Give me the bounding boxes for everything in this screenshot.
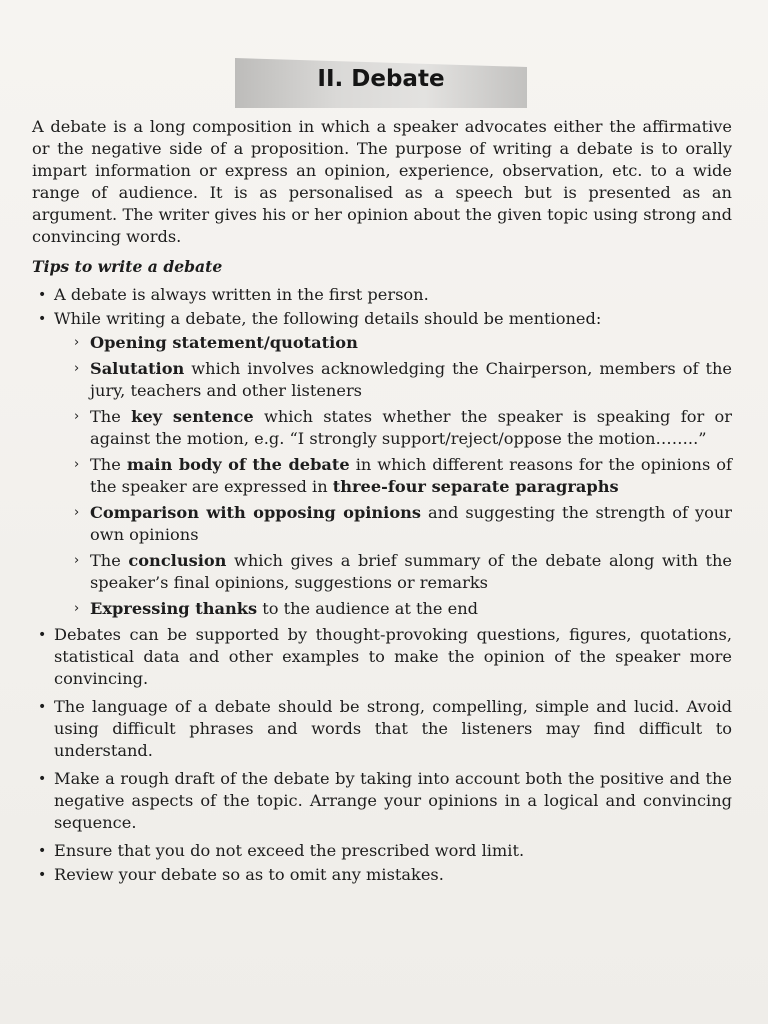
arrow-bullet-icon: › [74,553,80,568]
sub-item-text: The [90,551,129,570]
sub-list-item [54,598,732,620]
sub-list-item [54,358,732,402]
sub-item-bold: three-four separate paragraphs [332,477,619,496]
sub-item-text: which gives a brief summary of the debate along with the speaker’s final opinions, suggestions or remarks [90,551,732,592]
sub-item-text: which involves acknowledging the Chairperson, members of the jury, teachers and other listeners [90,359,732,400]
section-heading: II. Debate [317,66,445,92]
sub-list-item [54,332,732,354]
sub-item-bold: Opening statement/quotation [90,333,358,352]
sub-item-text: and suggesting the strength of your own opinions [90,503,732,544]
list-item-text: Review your debate so as to omit any mistakes. [54,865,444,884]
list-item [32,308,732,620]
arrow-bullet-icon: › [74,601,80,616]
bullet-icon: • [38,311,47,327]
arrow-bullet-icon: › [74,335,80,350]
arrow-bullet-icon: › [74,505,80,520]
list-item [32,840,732,862]
list-item [32,696,732,762]
intro-paragraph: A debate is a long composition in which a speaker advocates either the affirmative or the negative side of a proposition. The purpose of writing a debate is to orally impart information or express an opinion, experience, observation, etc. to a wide range of audience. It is as personalised as a speech but is presented as an argument. The writer gives his or her opinion about the given topic using strong and convincing words. [32,117,732,246]
content-body [32,116,732,888]
bullet-icon: • [38,771,47,787]
section-heading-banner [235,58,527,108]
bullet-icon: • [38,867,47,883]
sub-item-bold: Expressing thanks [90,599,258,618]
sub-item-bold: key sentence [131,407,254,426]
sub-item-text: The [90,455,127,474]
list-item-text: While writing a debate, the following details should be mentioned: [54,309,602,328]
list-item-text: A debate is always written in the first person. [54,285,429,304]
bullet-icon: • [38,843,47,859]
list-item-text: Ensure that you do not exceed the prescribed word limit. [54,841,525,860]
bullet-icon: • [38,699,47,715]
sub-item-bold: Comparison with opposing opinions [90,503,422,522]
tips-list [32,284,732,886]
tips-title: Tips to write a debate [32,257,223,276]
sub-list-item [54,406,732,450]
list-item-text: Debates can be supported by thought-provoking questions, figures, quotations, statistical data and other examples to make the opinion of the speaker more convincing. [54,625,732,688]
sub-item-bold: conclusion [128,551,227,570]
sub-list-item [54,454,732,498]
debate-details-list [54,332,732,620]
bullet-icon: • [38,627,47,643]
arrow-bullet-icon: › [74,361,80,376]
sub-item-text: The [90,407,132,426]
sub-list-item [54,550,732,594]
list-item-text: Make a rough draft of the debate by taking into account both the positive and the negative aspects of the topic. Arrange your opinions in a logical and convincing sequence. [54,769,732,832]
arrow-bullet-icon: › [74,409,80,424]
sub-item-text: to the audience at the end [257,599,479,618]
list-item [32,864,732,886]
list-item [32,284,732,306]
arrow-bullet-icon: › [74,457,80,472]
sub-list-item [54,502,732,546]
sub-item-bold: main body of the debate [126,455,350,474]
sub-item-bold: Salutation [90,359,185,378]
bullet-icon: • [38,287,47,303]
list-item-text: The language of a debate should be strong, compelling, simple and lucid. Avoid using difficult phrases and words that the listeners may find difficult to understand. [54,697,732,760]
list-item [32,624,732,690]
sub-item-text: which states whether the speaker is speaking for or against the motion, e.g. “I strongly support/reject/oppose the motion……..” [90,407,732,448]
list-item [32,768,732,834]
sub-item-text: in which different reasons for the opinions of the speaker are expressed in [90,455,732,496]
